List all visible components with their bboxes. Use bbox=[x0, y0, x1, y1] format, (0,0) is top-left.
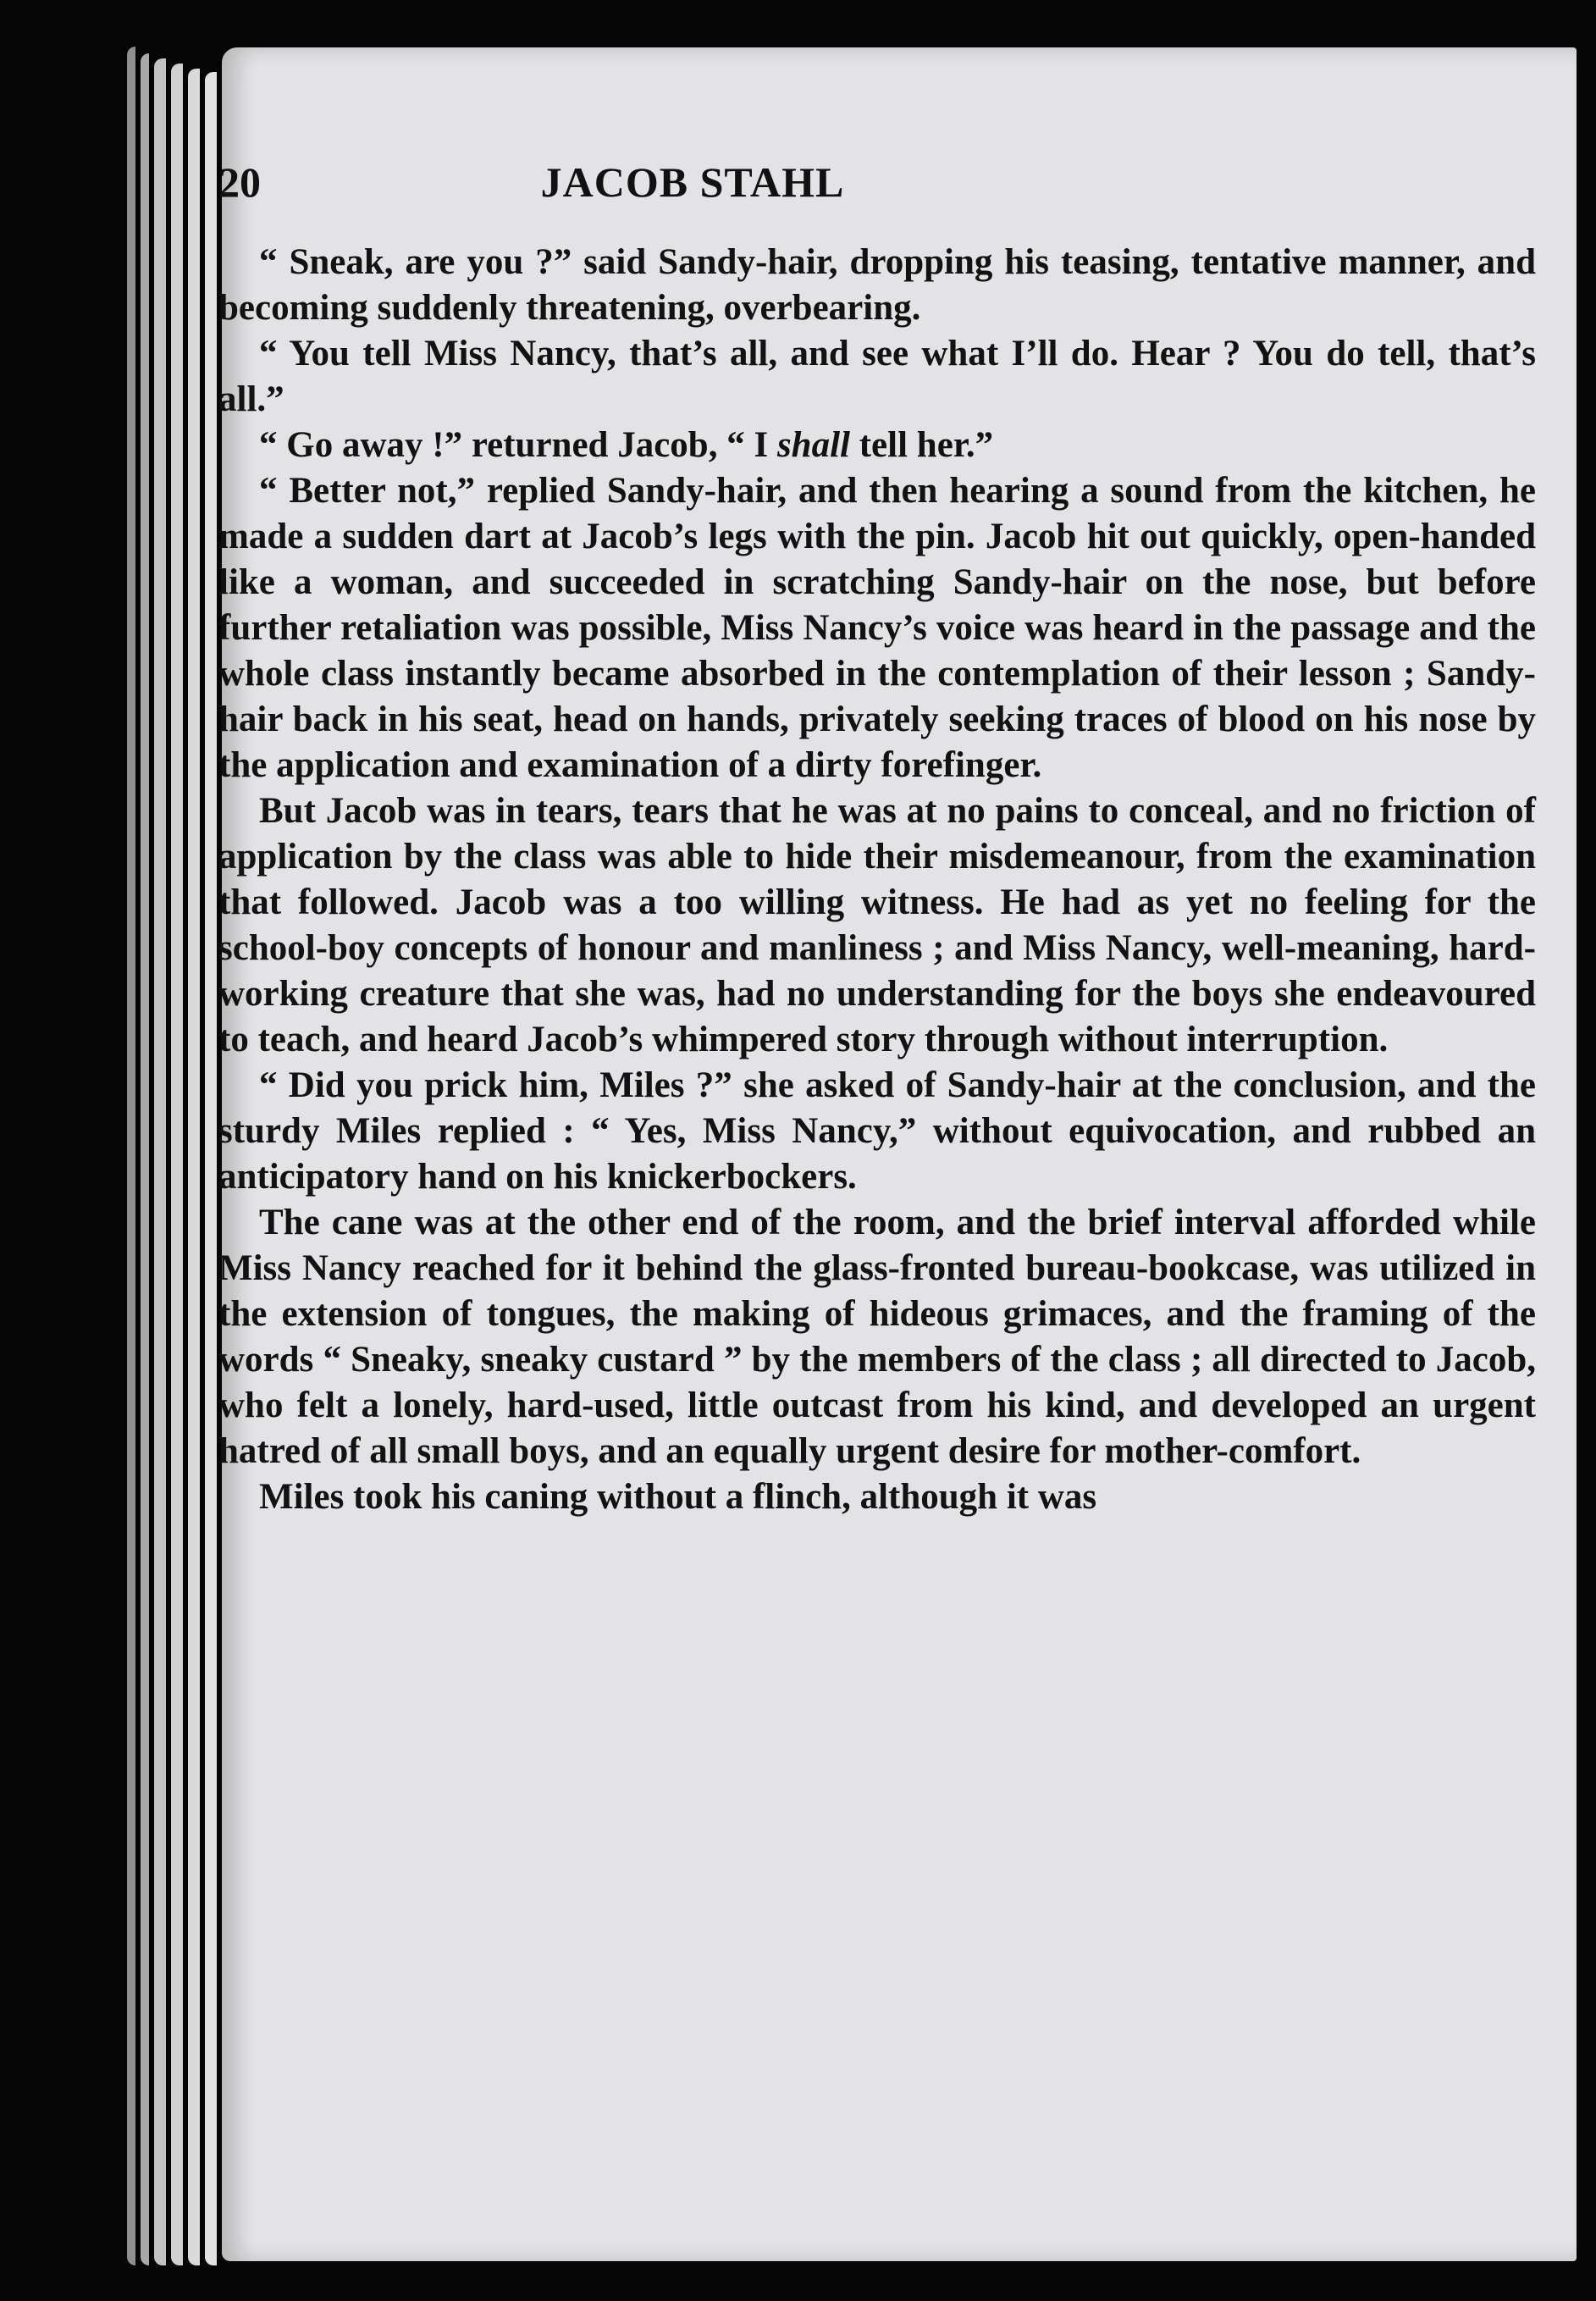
emphasized-word: shall bbox=[776, 425, 850, 465]
paragraph: Miles took his caning without a flinch, although it was bbox=[259, 1477, 1097, 1517]
page-edge bbox=[188, 69, 200, 2265]
body-text bbox=[218, 240, 1536, 1520]
page-number: 20 bbox=[218, 158, 261, 206]
paragraph-text: “ Go away !” returned Jacob, “ I bbox=[259, 425, 777, 465]
paragraph: The cane was at the other end of the room, and the brief interval afforded while Miss Nancy reached for it behind the glass-fronted bureau-bookcase, was utilized in the extension of tongues, the making of hideous grimaces, and the framing of the words “ Sneaky, sneaky custard ” by the members of the class ; all directed to Jacob, who felt a lonely, hard-used, little outcast from his kind, and developed an urgent hatred of all small boys, and an equally urgent desire for mother-comfort. bbox=[218, 1203, 1536, 1471]
running-title: JACOB STAHL bbox=[540, 158, 845, 206]
paragraph: “ Sneak, are you ?” said Sandy-hair, dropping his teasing, tentative manner, and becoming suddenly threatening, overbearing. bbox=[218, 242, 1536, 328]
paragraph: “ Better not,” replied Sandy-hair, and then hearing a sound from the kitchen, he made a sudden dart at Jacob’s legs with the pin. Jacob hit out quickly, open-handed like a woman, and succeeded in scratching Sandy-hair on the nose, but before further retaliation was possible, Miss Nancy’s voice was heard in the passage and the whole class instantly became absorbed in the contemplation of their lesson ; Sandy-hair back in his seat, head on hands, privately seeking traces of blood on his nose by the application and examination of a dirty forefinger. bbox=[218, 471, 1536, 785]
page-edge bbox=[171, 64, 183, 2265]
page-edge bbox=[127, 47, 135, 2265]
paragraph-text: tell her.” bbox=[849, 425, 994, 465]
page-edge bbox=[205, 72, 217, 2265]
page-header bbox=[218, 148, 1167, 216]
page-edge bbox=[154, 58, 166, 2265]
paragraph: “ Did you prick him, Miles ?” she asked of Sandy-hair at the conclusion, and the sturdy Miles replied : “ Yes, Miss Nancy,” without equivocation, and rubbed an anticipatory hand on his knickerbockers. bbox=[218, 1065, 1536, 1197]
paragraph bbox=[218, 423, 1536, 468]
page-edge bbox=[141, 53, 149, 2265]
paragraph: But Jacob was in tears, tears that he was at no pains to conceal, and no friction of application by the class was able to hide their misdemeanour, from the examination that followed. Jacob was a too willing witness. He had as yet no feeling for the school-boy concepts of honour and manliness ; and Miss Nancy, well-meaning, hard-working creature that she was, had no understanding for the boys she endeavoured to teach, and heard Jacob’s whimpered story through without interruption. bbox=[218, 791, 1536, 1059]
paragraph: “ You tell Miss Nancy, that’s all, and see what I’ll do. Hear ? You do tell, that’s all.” bbox=[218, 334, 1536, 419]
